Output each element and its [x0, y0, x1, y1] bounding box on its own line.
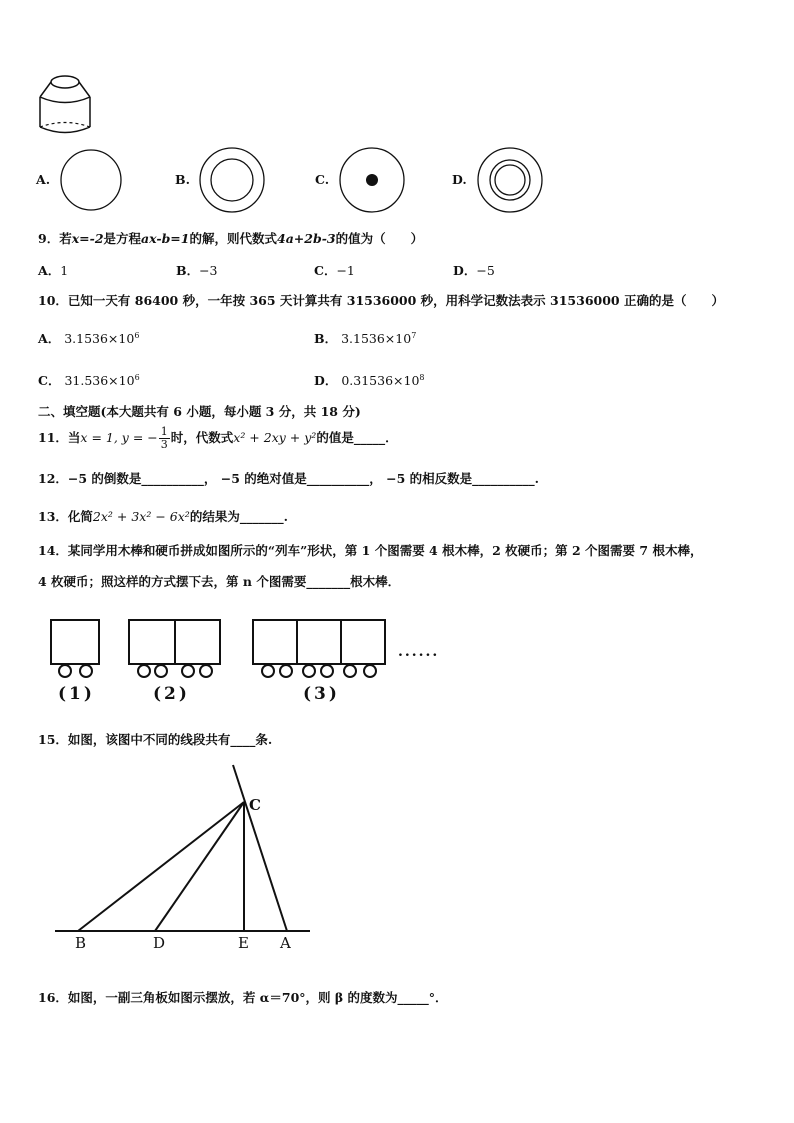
q9-text: 是方程: [103, 231, 142, 246]
q10-option-a-exp: 6: [134, 330, 140, 340]
q10-option-a-mantissa: 3.1536×10: [64, 331, 135, 346]
point-label-e: E: [238, 934, 249, 952]
option-a-label[interactable]: A.: [36, 172, 51, 187]
q9-pre: 若: [59, 231, 72, 246]
q11-number: 11．: [38, 430, 68, 445]
q9-number: 9．: [38, 231, 60, 246]
q10-option-c-exp: 6: [134, 372, 140, 382]
q13-pre: 化简: [67, 509, 93, 524]
q9-option-b-value: −3: [199, 263, 218, 278]
q10-option-d-label: D．: [314, 373, 338, 388]
train-label-1: (1): [58, 684, 95, 704]
q10-option-a-label: A．: [38, 331, 61, 346]
q11-end: 的值是_____．: [316, 430, 398, 445]
point-label-c: C: [249, 796, 261, 814]
option-d-figure: [476, 146, 546, 216]
q10-option-b-exp: 7: [411, 330, 417, 340]
option-c-label[interactable]: C.: [315, 172, 330, 187]
q9-option-b-label: B．: [176, 263, 200, 278]
point-label-b: B: [75, 934, 87, 952]
q12-number: 12．: [38, 471, 68, 486]
q10-option-b-mantissa: 3.1536×10: [341, 331, 412, 346]
q9-option-a[interactable]: [38, 261, 68, 279]
q13-end: 的结果为_______.: [189, 509, 288, 524]
q11-fraction: [159, 426, 170, 451]
q9-stem: [38, 229, 423, 247]
q9-option-d-value: −5: [476, 263, 495, 278]
train-figure-3: [250, 618, 390, 678]
frustum-figure: [32, 70, 102, 140]
q9-text-end: 的值为（ ）: [335, 231, 424, 246]
train-figure-2: [126, 618, 226, 678]
option-c-figure: [338, 146, 408, 216]
q14-line-2: 4 枚硬币；照这样的方式摆下去，第 n 个图需要_______根木棒．: [38, 574, 401, 589]
q9-option-d[interactable]: [453, 261, 495, 279]
q15-text: 如图，该图中不同的线段共有____条.: [67, 732, 273, 747]
q15-number: 15．: [38, 732, 68, 747]
q15-stem: [38, 730, 272, 748]
q11-condition: x = 1, y = −: [80, 430, 158, 445]
q9-text-mid: 的解，则代数式: [189, 231, 277, 246]
q9-option-c-value: −1: [336, 263, 355, 278]
q9-option-a-value: 1: [60, 263, 69, 278]
q11-stem: [38, 426, 398, 451]
q9-expression: 4a+2b-3: [277, 231, 336, 246]
q10-option-d[interactable]: [314, 371, 425, 389]
q10-option-c[interactable]: [38, 371, 140, 389]
q13-expression: 2x² + 3x² − 6x²: [92, 509, 190, 524]
q16-stem: [38, 988, 448, 1006]
q10-option-a[interactable]: [38, 329, 139, 347]
option-d-label[interactable]: D.: [452, 172, 467, 187]
q11-pre: 当: [67, 430, 81, 445]
train-ellipsis: ......: [398, 644, 440, 660]
q10-text: 已知一天有 86400 秒，一年按 365 天计算共有 31536000 秒，用科学记数法表示 31536000 正确的是（ ）: [67, 293, 724, 308]
q13-number: 13．: [38, 509, 68, 524]
q12-stem: [38, 469, 539, 487]
train-figure-1: [48, 618, 108, 678]
train-label-2: (2): [153, 684, 190, 704]
segment-figure: [40, 760, 340, 960]
option-a-figure: [58, 146, 128, 216]
option-b-figure: [198, 146, 268, 216]
q11-fraction-numerator: 1: [160, 425, 168, 438]
q16-number: 16．: [38, 990, 68, 1005]
q10-option-b[interactable]: [314, 329, 416, 347]
q10-number: 10．: [38, 293, 68, 308]
q14-text-1: 某同学用木棒和硬币拼成如图所示的“列车”形状，第 1 个图需要 4 根木棒，2 枚硬币；第 2 个图需要 7 根木棒，: [67, 543, 703, 558]
q9-equation: ax-b=1: [141, 231, 190, 246]
option-b-label[interactable]: B.: [175, 172, 190, 187]
q10-option-d-mantissa: 0.31536×10: [341, 373, 420, 388]
q12-text: −5 的倒数是__________， −5 的绝对值是__________， −5 的相反数是__________.: [67, 471, 540, 486]
q11-expression: x² + 2xy + y²: [233, 430, 317, 445]
q10-option-c-label: C．: [38, 373, 61, 388]
q9-condition: x=-2: [71, 231, 104, 246]
q10-stem: [38, 291, 724, 309]
q9-option-d-label: D．: [453, 263, 477, 278]
q9-option-c[interactable]: [314, 261, 355, 279]
q14-line-1: [38, 541, 702, 559]
q9-option-c-label: C．: [314, 263, 337, 278]
q10-option-c-mantissa: 31.536×10: [64, 373, 135, 388]
point-label-d: D: [153, 934, 166, 952]
section-title: 二、填空题(本大题共有 6 小题，每小题 3 分，共 18 分): [38, 404, 361, 419]
q14-number: 14．: [38, 543, 68, 558]
q10-option-b-label: B．: [314, 331, 338, 346]
q11-fraction-denominator: 3: [160, 438, 168, 451]
q11-mid: 时，代数式: [170, 430, 234, 445]
q10-option-d-exp: 8: [419, 372, 425, 382]
train-label-3: (3): [303, 684, 340, 704]
q9-option-a-label: A．: [38, 263, 61, 278]
point-label-a: A: [280, 934, 291, 952]
q9-option-b[interactable]: [176, 261, 218, 279]
q13-stem: [38, 507, 288, 525]
q16-text: 如图，一副三角板如图示摆放，若 α＝70°，则 β 的度数为_____°．: [67, 990, 448, 1005]
